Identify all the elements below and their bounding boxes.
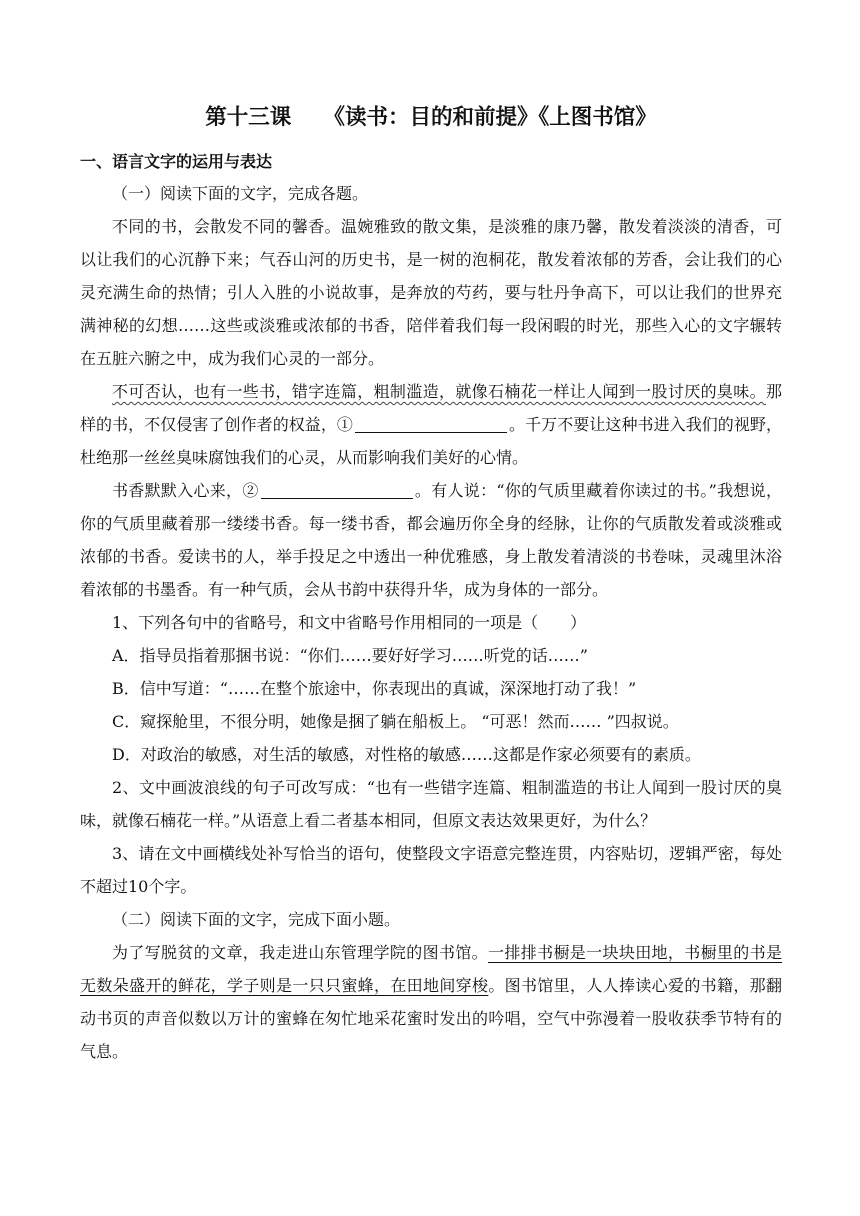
paragraph-2-text-b: 。千万不要让这种书进入我们的视野，杜绝那一丝丝臭味腐蚀我们的心灵，从而影响我们美好的心情。 — [80, 415, 782, 467]
passage-2-paragraph — [80, 936, 782, 1068]
question-3: 3、请在文中画横线处补写恰当的语句，使整段文字语意完整连贯，内容贴切，逻辑严密，每处不超过10个字。 — [80, 844, 782, 896]
option-b: B．信中写道：“……在整个旅途中，你表现出的真诚，深深地打动了我！” — [112, 679, 637, 698]
part2-intro: （二）阅读下面的文字，完成下面小题。 — [112, 910, 401, 929]
underlined-sentence: 一排排书橱是一块块田地，书橱里的书是无数朵盛开的鲜花，学子则是一只只蜜蜂，在田地间穿梭 — [80, 943, 782, 995]
section-heading: 一、语言文字的运用与表达 — [80, 152, 273, 171]
lesson-title: 第十三课 《读书：目的和前提》《上图书馆》 — [205, 105, 657, 130]
passage-paragraph-1: 不同的书，会散发不同的馨香。温婉雅致的散文集，是淡雅的康乃馨，散发着淡淡的清香，可以让我们的心沉静下来；气吞山河的历史书，是一树的泡桐花，散发着浓郁的芳香，会让我们的心灵充满生命的热情；引人入胜的小说故事，是奔放的芍药，要与牡丹争高下，可以让我们的世界充满神秘的幻想……这些或淡雅或浓郁的书香，陪伴着我们每一段闲暇的时光，那些入心的文字辗转在五脏六腑之中，成为我们心灵的一部分。 — [80, 217, 782, 368]
passage-paragraph-3 — [80, 474, 782, 606]
part1-intro: （一）阅读下面的文字，完成各题。 — [112, 184, 369, 203]
passage-2-text-b: 。图书馆里，人人捧读心爱的书籍，那翻动书页的声音似数以万计的蜜蜂在匆忙地采花蜜时发出的吟唱，空气中弥漫着一股收获季节特有的气息。 — [80, 976, 782, 1061]
passage-2-text-a: 为了写脱贫的文章，我走进山东管理学院的图书馆。 — [112, 943, 489, 962]
question-1: 1、下列各句中的省略号，和文中省略号作用相同的一项是（ ） — [112, 613, 587, 632]
answer-blank-2[interactable] — [261, 482, 413, 499]
paragraph-2-text-a: 那样的书，不仅侵害了创作者的权益，① — [80, 382, 782, 434]
option-c: C．窥探舱里，不很分明，她像是捆了躺在船板上。 “可恶！然而…… ”四叔说。 — [112, 712, 679, 731]
question-2: 2、文中画波浪线的句子可改写成：“也有一些错字连篇、粗制滥造的书让人闻到一股讨厌的臭味，就像石楠花一样。”从语意上看二者基本相同，但原文表达效果更好，为什么？ — [80, 778, 782, 830]
option-d: D．对政治的敏感，对生活的敏感，对性格的敏感……这都是作家必须要有的素质。 — [112, 745, 701, 764]
paragraph-3-text-b: 。有人说：“你的气质里藏着你读过的书。”我想说，你的气质里藏着那一缕缕书香。每一缕书香，都会遍历你全身的经脉，让你的气质散发着或淡雅或浓郁的书香。爱读书的人，举手投足之中透出一种优雅感，身上散发着清淡的书卷味，灵魂里沐浴着浓郁的书墨香。有一种气质，会从书韵中获得升华，成为身体的一部分。 — [80, 481, 782, 599]
wavy-underlined-sentence: 不可否认，也有一些书，错字连篇，粗制滥造，就像石楠花一样让人闻到一股讨厌的臭味。 — [112, 382, 766, 401]
option-a: A．指导员指着那捆书说：“你们……要好好学习……听党的话……” — [112, 646, 588, 665]
answer-blank-1[interactable] — [355, 416, 507, 433]
paragraph-3-text-a: 书香默默入心来，② — [112, 481, 259, 500]
passage-paragraph-2 — [80, 375, 782, 474]
